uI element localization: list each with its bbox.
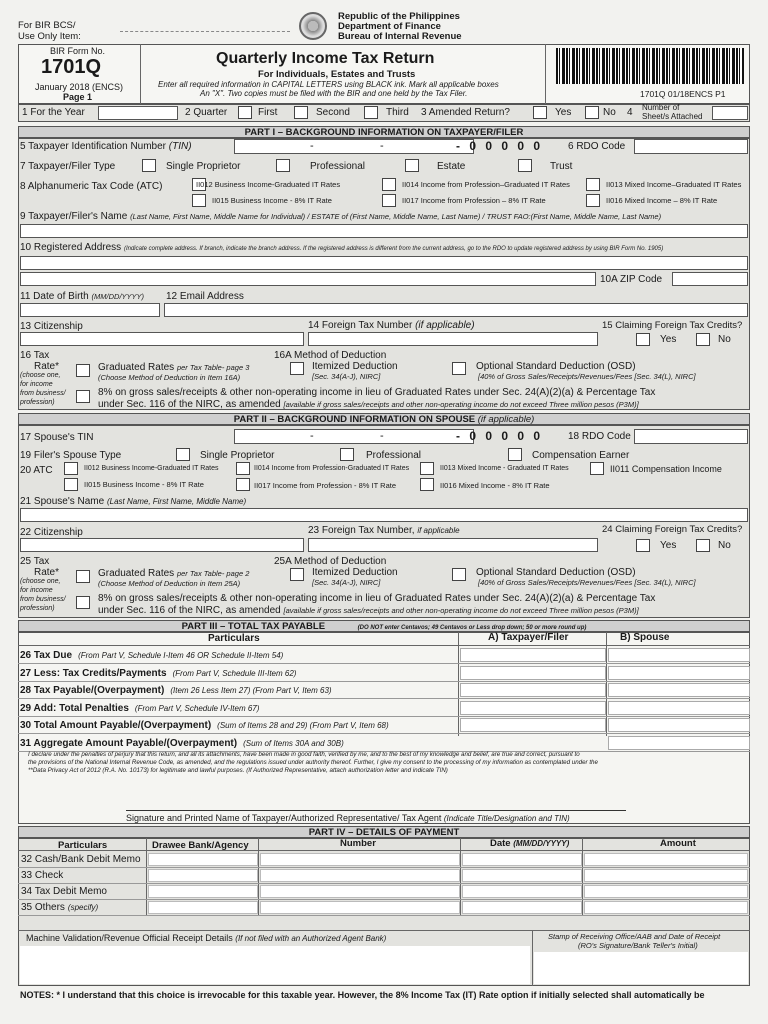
spouse-claim-no-label: No [718, 540, 731, 551]
tax-row-sub: (Sum of Items 30A and 30B) [243, 738, 344, 748]
quarter-third-checkbox[interactable] [364, 106, 378, 119]
spouse-atc-ii017-label: II017 Income from Profession - 8% IT Rate [254, 481, 397, 490]
professional-checkbox[interactable] [276, 159, 290, 172]
spouse-name-label: 21 Spouse's Name (Last Name, First Name, Middle Name) [20, 496, 247, 507]
spouse-amount-field[interactable] [608, 648, 750, 662]
trust-label: Trust [550, 161, 573, 172]
column-b-header: B) Spouse [620, 632, 670, 643]
graduated-rates-sub: (Choose Method of Deduction in Item 16A) [98, 373, 241, 382]
spouse-citizenship-label: 22 Citizenship [20, 527, 83, 538]
spouse-atc-ii016-checkbox[interactable] [420, 478, 434, 491]
tax-row [18, 647, 750, 664]
barcode [556, 48, 744, 84]
agency-bir: Bureau of Internal Revenue [338, 31, 462, 42]
aggregate-amount-field[interactable] [608, 736, 750, 750]
spouse-eight-percent-label-2: under Sec. 116 of the NIRC, as amended [available if gross sales/receipts and other non-operating income do not exceed Three million pesos (P3M)] [98, 605, 639, 616]
trust-checkbox[interactable] [518, 159, 532, 172]
tax-rate-note-1: (choose one, [20, 372, 61, 379]
tax-row-sub: (From Part V, Schedule IV-Item 67) [134, 703, 260, 713]
spouse-atc-ii011-checkbox[interactable] [590, 462, 604, 475]
spouse-atc-ii012-checkbox[interactable] [64, 462, 78, 475]
payment-row [18, 900, 750, 916]
spouse-rate-note-1: (choose one, [20, 578, 61, 585]
payment-field[interactable] [148, 869, 258, 882]
date-header: Date (MM/DD/YYYY) [490, 838, 570, 849]
sheets-label-1: Number of [642, 103, 680, 112]
stamp-label-1: Stamp of Receiving Office/AAB and Date of Receipt [548, 932, 721, 941]
payment-field[interactable] [584, 901, 748, 914]
estate-label: Estate [437, 161, 466, 172]
spouse-ftn-label: 23 Foreign Tax Number, if applicable [308, 525, 460, 536]
spouse-graduated-label: Graduated Rates per Tax Table- page 2 [98, 568, 250, 579]
particulars-header: Particulars [208, 633, 260, 644]
spouse-citizenship-field[interactable] [20, 538, 304, 552]
part-2-header: PART II – BACKGROUND INFORMATION ON SPOUSE (if applicable) [18, 413, 750, 425]
payment-field[interactable] [148, 853, 258, 866]
spouse-tin-separator-2: - [380, 430, 384, 442]
spouse-itemized-label: Itemized Deduction [312, 567, 398, 578]
zip-code-field[interactable] [672, 272, 748, 286]
single-proprietor-label: Single Proprietor [166, 161, 241, 172]
spouse-tin-field[interactable] [234, 429, 474, 444]
tax-rate-label-2: Rate* [34, 361, 60, 372]
spouse-claim-yes-label: Yes [660, 540, 677, 551]
spouse-method-label: 25A Method of Deduction [274, 556, 387, 567]
spouse-rdo-label: 18 RDO Code [568, 431, 631, 442]
atc-label: 8 Alphanumeric Tax Code (ATC) [20, 181, 163, 192]
declaration-line-3: **Data Privacy Act of 2012 (R.A. No. 10173) for legitimate and lawful purposes. (If Authorized Representative, attach authorization letter and indicate TIN) [28, 767, 448, 774]
tax-row [18, 682, 750, 699]
payment-field[interactable] [260, 901, 460, 914]
tax-row-label: 26 Tax Due [20, 650, 73, 661]
spouse-professional-checkbox[interactable] [340, 448, 354, 461]
item-4-label: 4 [627, 107, 633, 118]
spouse-osd-checkbox[interactable] [452, 568, 466, 581]
registered-address-label: 10 Registered Address (Indicate complete address. If branch, indicate the branch address. If the registered address is different from the current address, go to the RDO to update registered address by using BIR Form No. 1905) [20, 242, 664, 253]
tin-field[interactable] [234, 139, 474, 154]
spouse-amount-field[interactable] [608, 666, 750, 680]
spouse-amount-field[interactable] [608, 718, 750, 732]
payment-field[interactable] [462, 869, 582, 882]
stamp-label-2: (RO's Signature/Bank Teller's Initial) [578, 941, 698, 950]
payment-row [18, 884, 750, 900]
graduated-rates-label: Graduated Rates per Tax Table- page 3 [98, 362, 250, 373]
claim-credits-yes-checkbox[interactable] [636, 333, 650, 346]
filer-type-label: 7 Taxpayer/Filer Type [20, 161, 116, 172]
amended-no-checkbox[interactable] [585, 106, 599, 119]
spouse-eight-percent-checkbox[interactable] [76, 596, 90, 609]
amended-no-label: No [603, 107, 616, 118]
filer-amount-field[interactable] [460, 701, 606, 715]
tax-row-label: 30 Total Amount Payable/(Overpayment) [20, 720, 212, 731]
filer-name-field[interactable] [20, 224, 748, 238]
machine-validation-area[interactable] [20, 946, 530, 984]
tax-rate-label: 16 Tax [20, 350, 50, 361]
payment-row-text: 35 Others [21, 902, 65, 913]
spouse-atc-ii011-label: II011 Compensation Income [610, 464, 722, 474]
professional-label: Professional [310, 161, 366, 172]
atc-ii016-label: II016 Mixed Income – 8% IT Rate [606, 196, 718, 205]
bir-seal-icon [299, 12, 327, 40]
number-header: Number [340, 838, 376, 849]
osd-label: Optional Standard Deduction (OSD) [476, 361, 636, 372]
payment-row-label [21, 902, 98, 913]
rdo-code-field[interactable] [634, 139, 748, 154]
sheets-attached-field[interactable] [712, 106, 748, 120]
foreign-tax-number-field[interactable] [308, 332, 598, 346]
spouse-atc-ii016-label: II016 Mixed Income - 8% IT Rate [440, 481, 550, 490]
spouse-osd-label: Optional Standard Deduction (OSD) [476, 567, 636, 578]
dob-label: 11 Date of Birth (MM/DD/YYYY) [20, 291, 145, 302]
drawee-bank-header: Drawee Bank/Agency [152, 840, 249, 851]
spouse-atc-ii017-checkbox[interactable] [236, 478, 250, 491]
spouse-atc-ii014-checkbox[interactable] [236, 462, 250, 475]
atc-ii013-label: II013 Mixed Income–Graduated IT Rates [606, 180, 742, 189]
spouse-amount-field[interactable] [608, 683, 750, 697]
payment-row-label [21, 886, 107, 897]
bir-use-line2: Use Only Item: [18, 31, 81, 42]
tax-row [18, 700, 750, 717]
tax-row [18, 665, 750, 682]
filer-name-label: 9 Taxpayer/Filer's Name (Last Name, First Name, Middle Name for Individual) / ESTATE of (First Name, Middle Name, Last Name) / TRUST FAO:(First Name, Middle Name, Last Name) [20, 211, 662, 222]
form-number: 1701Q [41, 56, 102, 78]
atc-ii016-checkbox[interactable] [586, 194, 600, 207]
method-deduction-label: 16A Method of Deduction [274, 350, 387, 361]
osd-sub: [40% of Gross Sales/Receipts/Revenues/Fees [Sec. 34(L), NIRC] [478, 372, 696, 381]
spouse-tin-separator-1: - [310, 430, 314, 442]
spouse-tax-rate-label: 25 Tax [20, 556, 50, 567]
osd-checkbox[interactable] [452, 362, 466, 375]
bir-use-line1: For BIR BCS/ [18, 20, 76, 31]
email-field[interactable] [164, 303, 748, 317]
spouse-compensation-label: Compensation Earner [532, 450, 630, 461]
spouse-claim-label: 24 Claiming Foreign Tax Credits? [602, 524, 743, 535]
citizenship-label: 13 Citizenship [20, 321, 83, 332]
spouse-tin-label: 17 Spouse's TIN [20, 432, 94, 443]
payment-field[interactable] [584, 869, 748, 882]
spouse-rate-note-2: for income [20, 587, 53, 594]
spouse-atc-ii014-label: II014 Income from Profession-Graduated IT Rates [254, 465, 410, 472]
payment-field[interactable] [260, 853, 460, 866]
form-instruction-2: An "X". Two copies must be filed with the BIR and one held by the Tax Filer. [200, 89, 468, 98]
stamp-area[interactable] [534, 952, 748, 984]
dob-field[interactable] [20, 303, 160, 317]
atc-ii015-checkbox[interactable] [192, 194, 206, 207]
payment-row-text: 34 Tax Debit Memo [21, 886, 107, 897]
spouse-eight-percent-label: 8% on gross sales/receipts & other non-operating income in lieu of Graduated Rates under Sec. 24(A)(2)(a) & Percentage Tax [98, 593, 656, 604]
year-field[interactable] [98, 106, 178, 120]
eight-percent-checkbox[interactable] [76, 390, 90, 403]
amended-label: 3 Amended Return? [421, 107, 510, 118]
tax-row-sub: (Item 26 Less Item 27) (From Part V, Item 63) [170, 686, 332, 695]
spouse-atc-ii013-label: II013 Mixed Income - Graduated IT Rates [440, 465, 569, 472]
payment-row-label [21, 870, 63, 881]
part-3-header: PART III – TOTAL TAX PAYABLE (DO NOT enter Centavos; 49 Centavos or Less drop down; 50 or more round up) [18, 620, 750, 632]
atc-ii012-label: II012 Business Income-Graduated IT Rates [196, 180, 341, 189]
payment-field[interactable] [462, 901, 582, 914]
part-1-header: PART I – BACKGROUND INFORMATION ON TAXPAYER/FILER [18, 126, 750, 138]
tax-row-label: 29 Add: Total Penalties [20, 702, 129, 714]
quarter-first-checkbox[interactable] [238, 106, 252, 119]
payment-particulars-header: Particulars [58, 840, 108, 851]
form-code: 1701Q 01/18ENCS P1 [640, 89, 726, 99]
declaration-line-1: I declare under the penalties of perjury that this return, and all its attachments, have been made in good faith, verified by me, and to the best of my knowledge and belief, are true and correct, pursuant to [28, 751, 580, 758]
payment-field[interactable] [260, 885, 460, 898]
spouse-claim-no-checkbox[interactable] [696, 539, 710, 552]
tax-row-sub: (From Part V, Schedule I-Item 46 OR Schedule II-Item 54) [78, 651, 284, 660]
amount-header: Amount [660, 838, 696, 849]
tax-rate-note-4: profession) [20, 399, 55, 406]
zip-code-label: 10A ZIP Code [600, 274, 663, 285]
signature-line [126, 810, 626, 811]
atc-ii017-label: II017 Income from Profession – 8% IT Rate [402, 196, 546, 205]
spouse-atc-ii013-checkbox[interactable] [420, 462, 434, 475]
quarter-label: 2 Quarter [185, 107, 228, 118]
payment-field[interactable] [584, 853, 748, 866]
tin-separator-1: - [310, 140, 314, 152]
atc-ii014-checkbox[interactable] [382, 178, 396, 191]
spouse-osd-sub: [40% of Gross Sales/Receipts/Revenues/Fees [Sec. 34(L), NIRC] [478, 578, 696, 587]
tax-rate-note-2: for income [20, 381, 53, 388]
tin-label: 5 Taxpayer Identification Number (TIN) [20, 141, 192, 152]
foreign-tax-number-label: 14 Foreign Tax Number (if applicable) [308, 320, 475, 331]
estate-checkbox[interactable] [405, 159, 419, 172]
rdo-code-label: 6 RDO Code [568, 141, 626, 152]
amended-yes-label: Yes [555, 107, 572, 118]
form-title: Quarterly Income Tax Return [216, 50, 435, 67]
payment-row-text: 33 Check [21, 870, 64, 881]
filer-amount-field[interactable] [460, 718, 606, 732]
spouse-rdo-field[interactable] [634, 429, 748, 444]
claim-credits-no-label: No [718, 334, 731, 345]
payment-field[interactable] [584, 885, 748, 898]
spouse-claim-yes-checkbox[interactable] [636, 539, 650, 552]
quarter-second-label: Second [316, 107, 350, 118]
tin-separator-2: - [380, 140, 384, 152]
registered-address-field-2[interactable] [20, 272, 596, 286]
quarter-second-checkbox[interactable] [294, 106, 308, 119]
signature-label: Signature and Printed Name of Taxpayer/Authorized Representative/ Tax Agent (Indicate Title/Designation and TIN) [126, 813, 570, 823]
atc-ii014-label: II014 Income from Profession–Graduated IT Rates [402, 180, 570, 189]
eight-percent-label-2: under Sec. 116 of the NIRC, as amended [available if gross sales/receipts and other non-operating income do not exceed Three million pesos (P3M)] [98, 399, 639, 410]
spouse-graduated-sub: (Choose Method of Deduction in Item 25A) [98, 579, 241, 588]
tax-row-sub: (From Part V, Schedule III-Item 62) [172, 668, 297, 678]
spouse-atc-ii012-label: II012 Business Income-Graduated IT Rates [84, 465, 219, 472]
atc-ii017-checkbox[interactable] [382, 194, 396, 207]
itemized-deduction-label: Itemized Deduction [312, 361, 398, 372]
declaration-line-2: the provisions of the National Internal Revenue Code, as amended, and the regulations issued under authority thereof. Further, I give my consent to the processing of my information as contemplated under the [28, 759, 598, 766]
payment-field[interactable] [148, 885, 258, 898]
spouse-itemized-checkbox[interactable] [290, 568, 304, 581]
spouse-type-label: 19 Filer's Spouse Type [20, 450, 122, 461]
form-page: Page 1 [63, 92, 93, 102]
spouse-compensation-checkbox[interactable] [508, 448, 522, 461]
email-label: 12 Email Address [166, 291, 244, 302]
spouse-graduated-checkbox[interactable] [76, 570, 90, 583]
citizenship-field[interactable] [20, 332, 304, 346]
spouse-professional-label: Professional [366, 450, 422, 461]
payment-field[interactable] [462, 853, 582, 866]
tax-rate-note-3: from business/ [20, 390, 66, 397]
spouse-tin-branch-zeros: - 0 0 0 0 0 [456, 429, 544, 443]
registered-address-field-1[interactable] [20, 256, 748, 270]
tax-row-label: 28 Tax Payable/(Overpayment) [20, 685, 165, 696]
form-date: January 2018 (ENCS) [35, 82, 124, 92]
agency-dof: Department of Finance [338, 21, 441, 32]
payment-field[interactable] [148, 901, 258, 914]
payment-field[interactable] [260, 869, 460, 882]
single-proprietor-checkbox[interactable] [142, 159, 156, 172]
spouse-itemized-sub: [Sec. 34(A-J), NIRC] [312, 578, 381, 587]
atc-ii013-checkbox[interactable] [586, 178, 600, 191]
spouse-atc-ii015-checkbox[interactable] [64, 478, 78, 491]
itemized-deduction-sub: [Sec. 34(A-J), NIRC] [312, 372, 381, 381]
amended-yes-checkbox[interactable] [533, 106, 547, 119]
spouse-single-proprietor-checkbox[interactable] [176, 448, 190, 461]
tax-row-sub: (Sum of Items 28 and 29) (From Part V, Item 68) [217, 721, 389, 730]
payment-field[interactable] [462, 885, 582, 898]
spouse-amount-field[interactable] [608, 701, 750, 715]
tax-row [18, 735, 750, 752]
spouse-atc-label: 20 ATC [20, 465, 53, 476]
payment-row [18, 852, 750, 868]
others-specify: (specify) [67, 903, 99, 912]
spouse-atc-ii015-label: II015 Business Income - 8% IT Rate [84, 480, 204, 489]
payment-row [18, 868, 750, 884]
claiming-credits-label: 15 Claiming Foreign Tax Credits? [602, 320, 743, 331]
for-the-year-label: 1 For the Year [22, 107, 85, 118]
spouse-rate-note-4: profession) [20, 605, 55, 612]
form-subtitle: For Individuals, Estates and Trusts [258, 69, 416, 80]
eight-percent-label: 8% on gross sales/receipts & other non-operating income in lieu of Graduated Rates under Sec. 24(A)(2)(a) & Percentage Tax [98, 387, 656, 398]
itemized-deduction-checkbox[interactable] [290, 362, 304, 375]
quarter-first-label: First [258, 107, 278, 118]
filer-amount-field[interactable] [460, 648, 606, 662]
form-label: BIR Form No. [50, 46, 106, 56]
payment-row-text: 32 Cash/Bank Debit Memo [21, 854, 141, 865]
claim-credits-no-checkbox[interactable] [696, 333, 710, 346]
tax-row [18, 717, 750, 734]
machine-validation-label: Machine Validation/Revenue Official Receipt Details (If not filed with an Authorized Agent Bank) [26, 933, 387, 943]
spouse-ftn-field[interactable] [308, 538, 598, 552]
spouse-tax-rate-label-2: Rate* [34, 567, 60, 578]
agency-republic: Republic of the Philippines [338, 11, 460, 22]
tax-row-label: 31 Aggregate Amount Payable/(Overpayment) [20, 737, 238, 749]
tin-branch-zeros: - 0 0 0 0 0 [456, 139, 544, 153]
claim-credits-yes-label: Yes [660, 334, 677, 345]
spouse-rate-note-3: from business/ [20, 596, 66, 603]
column-a-header: A) Taxpayer/Filer [488, 632, 569, 643]
spouse-single-proprietor-label: Single Proprietor [200, 450, 275, 461]
quarter-third-label: Third [386, 107, 409, 118]
tax-row-label: 27 Less: Tax Credits/Payments [20, 667, 167, 679]
atc-ii015-label: II015 Business Income - 8% IT Rate [212, 196, 332, 205]
filer-amount-field[interactable] [460, 666, 606, 680]
notes: NOTES: * I understand that this choice is irrevocable for this taxable year. However, the 8% Income Tax (IT) Rate option if initially selected shall automatically be [20, 990, 705, 1000]
form-instruction-1: Enter all required information in CAPITAL LETTERS using BLACK ink. Mark all applicable boxes [158, 80, 499, 89]
payment-row-label [21, 854, 141, 865]
part-4-header: PART IV – DETAILS OF PAYMENT [18, 826, 750, 838]
filer-amount-field[interactable] [460, 683, 606, 697]
spouse-name-field[interactable] [20, 508, 748, 522]
graduated-rates-checkbox[interactable] [76, 364, 90, 377]
sheets-label-2: Sheet/s Attached [642, 112, 703, 121]
